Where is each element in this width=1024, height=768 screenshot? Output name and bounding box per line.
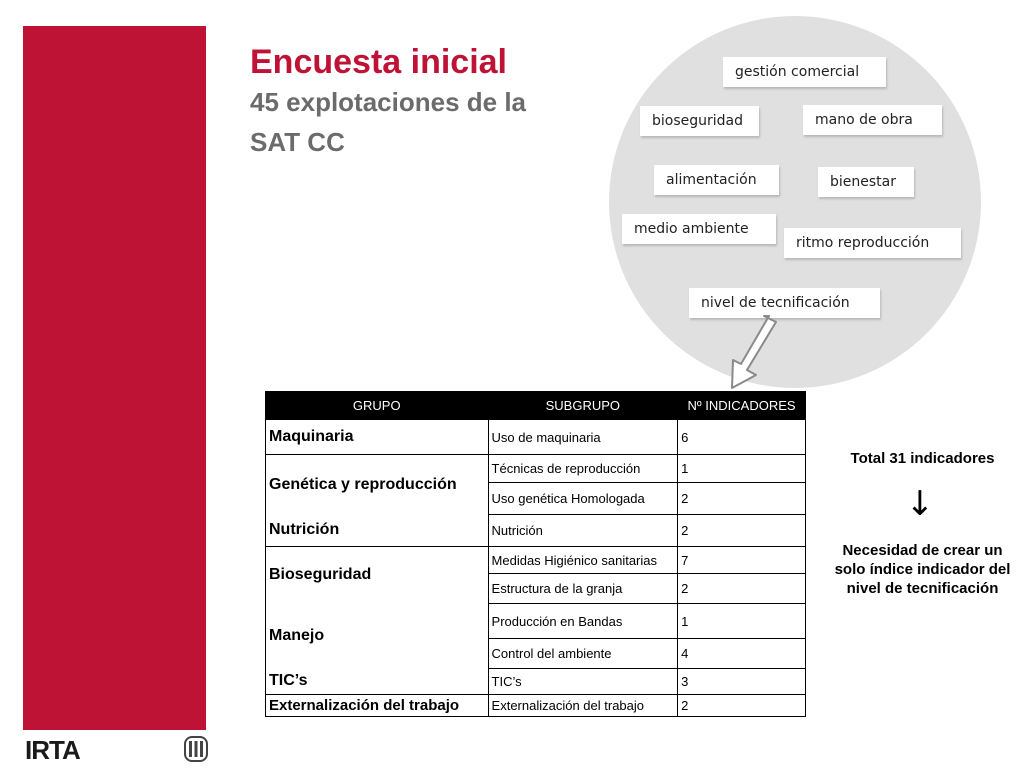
- irta-logo: IRTA: [25, 735, 80, 765]
- table-row: [266, 669, 806, 695]
- conclusion-text: Necesidad de crear un solo índice indicador del nivel de tecnificación: [834, 542, 1011, 597]
- table-row: [266, 515, 806, 547]
- group-cell: TIC’s: [266, 669, 489, 695]
- tag-bienestar: bienestar: [818, 167, 914, 197]
- subgroup-cell: TIC’s: [488, 669, 678, 695]
- count-cell: 7: [678, 547, 806, 574]
- count-cell: 2: [678, 695, 806, 717]
- tag-nivel-tecnificacion: nivel de tecnificación: [689, 288, 880, 318]
- count-cell: 1: [678, 455, 806, 483]
- subgroup-cell: Técnicas de reproducción: [488, 455, 678, 483]
- tag-mano-de-obra: mano de obra: [803, 105, 942, 135]
- table-row: [266, 420, 806, 455]
- indicators-table: [265, 391, 806, 717]
- subgroup-cell: Uso genética Homologada: [488, 483, 678, 515]
- subgroup-cell: Estructura de la granja: [488, 574, 678, 604]
- count-cell: 3: [678, 669, 806, 695]
- count-cell: 2: [678, 483, 806, 515]
- subgroup-cell: Externalización del trabajo: [488, 695, 678, 717]
- generalitat-logo-icon: [184, 736, 208, 762]
- subgroup-cell: Control del ambiente: [488, 639, 678, 669]
- table-row: [266, 547, 806, 574]
- header-indicadores: Nº INDICADORES: [678, 392, 806, 420]
- subgroup-cell: Nutrición: [488, 515, 678, 547]
- subgroup-cell: Medidas Higiénico sanitarias: [488, 547, 678, 574]
- tag-ritmo-reproduccion: ritmo reproducción: [784, 228, 961, 258]
- group-cell: Maquinaria: [266, 420, 489, 455]
- table-row: [266, 604, 806, 639]
- down-arrow-icon: ↓: [905, 484, 935, 524]
- table-row: [266, 695, 806, 717]
- tag-alimentacion: alimentación: [654, 165, 779, 195]
- table-row: [266, 455, 806, 483]
- tag-bioseguridad: bioseguridad: [640, 106, 759, 136]
- subgroup-cell: Producción en Bandas: [488, 604, 678, 639]
- group-cell: Bioseguridad: [266, 547, 489, 604]
- header-subgrupo: SUBGRUPO: [488, 392, 678, 420]
- tag-medio-ambiente: medio ambiente: [622, 214, 776, 244]
- slide-subtitle: 45 explotaciones de la SAT CC: [250, 87, 527, 157]
- arrow-shape: [732, 316, 776, 388]
- count-cell: 4: [678, 639, 806, 669]
- group-cell: Genética y reproducción: [266, 455, 489, 515]
- subgroup-cell: Uso de maquinaria: [488, 420, 678, 455]
- tag-gestion-comercial: gestión comercial: [723, 57, 886, 87]
- header-grupo: GRUPO: [266, 392, 489, 420]
- table-header-row: [266, 392, 806, 420]
- count-cell: 1: [678, 604, 806, 639]
- group-cell: Externalización del trabajo: [266, 695, 489, 717]
- group-cell: Manejo: [266, 604, 489, 669]
- slide-title: Encuesta inicial: [250, 43, 507, 81]
- group-cell: Nutrición: [266, 515, 489, 547]
- count-cell: 2: [678, 574, 806, 604]
- count-cell: 6: [678, 420, 806, 455]
- total-indicators: Total 31 indicadores: [850, 450, 995, 467]
- count-cell: 2: [678, 515, 806, 547]
